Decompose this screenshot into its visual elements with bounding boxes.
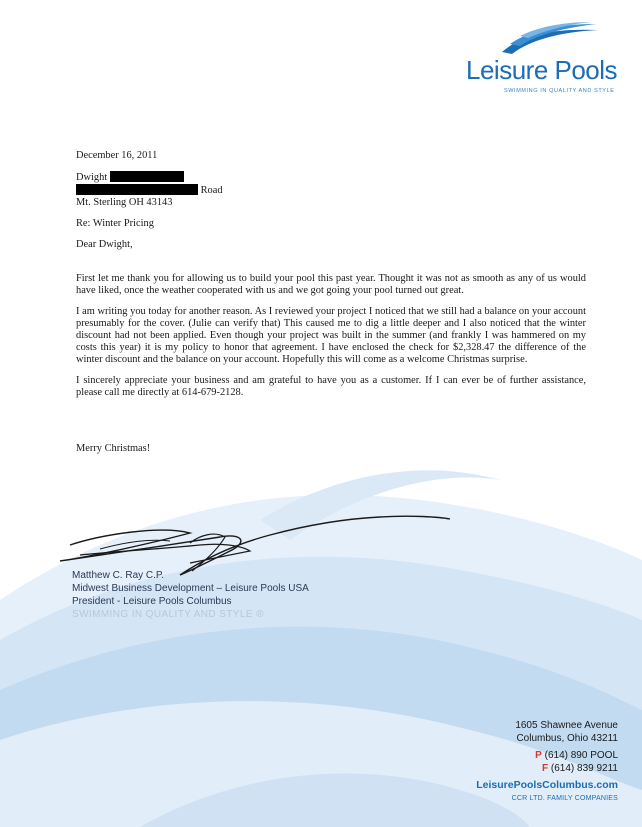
recipient-first-name: Dwight	[76, 172, 108, 183]
footer-phone	[418, 749, 618, 762]
recipient-city-line: Mt. Sterling OH 43143	[76, 197, 173, 208]
signer-title-2: President - Leisure Pools Columbus	[72, 596, 232, 607]
footer-fax	[418, 762, 618, 775]
signer-title-1: Midwest Business Development – Leisure Pools USA	[72, 583, 309, 594]
street-suffix: Road	[200, 185, 223, 196]
redaction-bar	[76, 184, 198, 195]
signer-name: Matthew C. Ray C.P.	[72, 570, 165, 581]
company-logo	[462, 22, 630, 92]
logo-wordmark: Leisure Pools	[466, 55, 618, 85]
letter-closing: Merry Christmas!	[76, 443, 151, 454]
wave-logo-icon	[500, 22, 600, 56]
signature-text	[72, 569, 309, 621]
footer-contact	[418, 719, 618, 805]
phone-number: (614) 890 POOL	[544, 750, 618, 761]
letter-paragraph: I sincerely appreciate your business and am grateful to have you as a customer. If I can ever be of further assistance, please call me directly at 614-679-2128.	[76, 375, 586, 398]
footer-website: LeisurePoolsColumbus.com	[476, 779, 618, 791]
footer-company-note: CCR LTD. FAMILY COMPANIES	[511, 795, 618, 802]
logo-tagline: SWIMMING IN QUALITY AND STYLE	[504, 88, 615, 94]
fax-number: (614) 839 9211	[550, 763, 618, 774]
letter-date: December 16, 2011	[76, 150, 158, 161]
recipient-street-line	[76, 184, 586, 197]
recipient-name-line	[76, 171, 586, 184]
footer-city: Columbus, Ohio 43211	[516, 733, 618, 744]
footer-street: 1605 Shawnee Avenue	[515, 720, 618, 731]
signature-block	[40, 505, 460, 620]
letter-subject: Re: Winter Pricing	[76, 218, 154, 229]
redaction-bar	[110, 171, 184, 182]
letter-body	[76, 150, 586, 455]
letter-salutation: Dear Dwight,	[76, 239, 133, 250]
letter-paragraph: First let me thank you for allowing us to build your pool this past year. Thought it was not as smooth as any of us would have liked, once the weather cooperated with us and we got going your pool turned out great.	[76, 273, 586, 296]
fax-label: F	[542, 763, 549, 774]
letter-paragraph: I am writing you today for another reason. As I reviewed your project I noticed that we still had a balance on your account presumably for the cover. (Julie can verify that) This caused me to dig a little deeper and I also noticed that the winter discount had not been applied. Even though your project was built in the summer (and frankly I was hammered on my costs this year) it is my policy to honor that agreement. I have enclosed the check for $2,328.47 the difference of the winter discount and the balance on your account. Hopefully this will come as a welcome Christmas surprise.	[76, 306, 586, 365]
phone-label: P	[535, 750, 542, 761]
signature-tagline: SWIMMING IN QUALITY AND STYLE ®	[72, 609, 264, 620]
